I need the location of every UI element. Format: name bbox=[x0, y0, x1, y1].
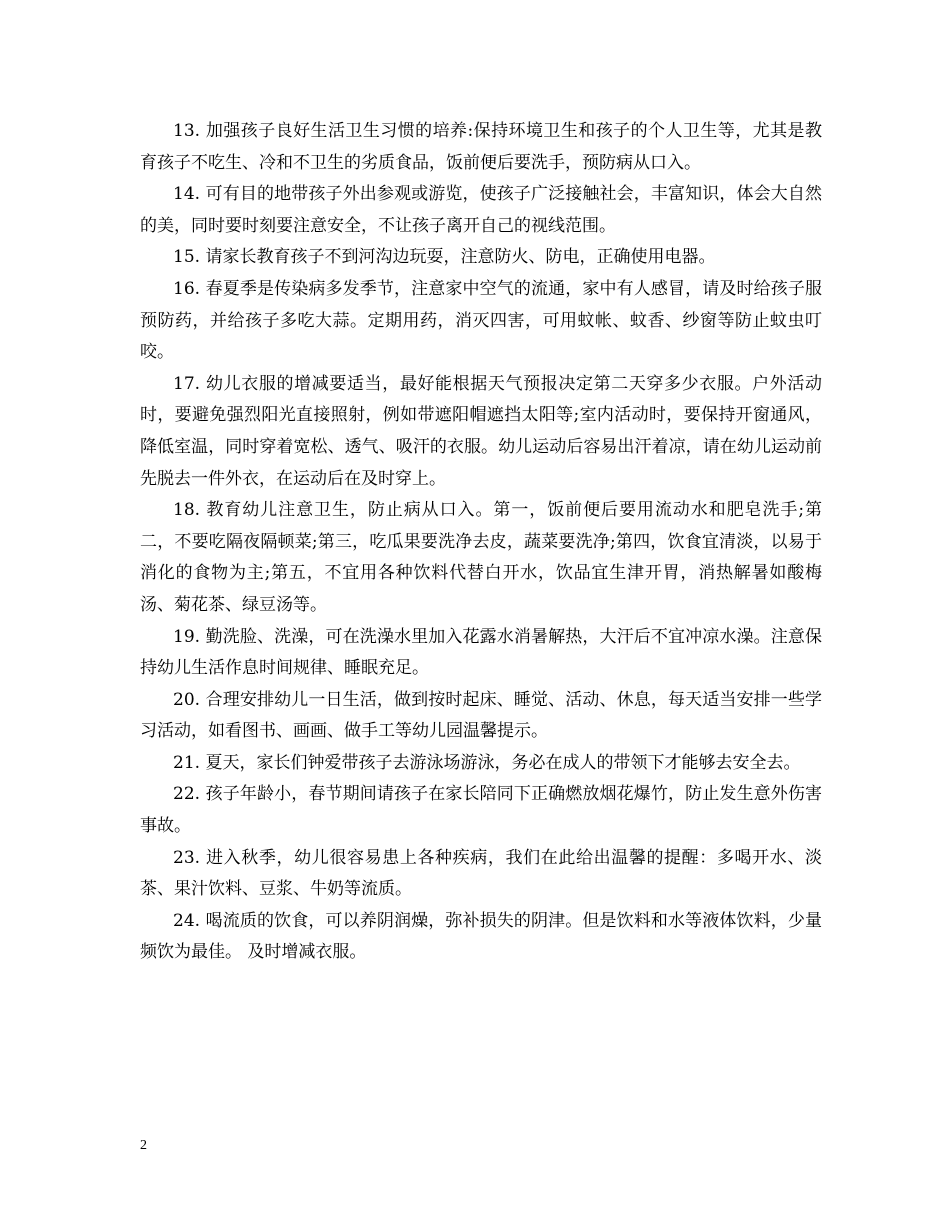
page-number: 2 bbox=[140, 1138, 147, 1153]
paragraph-13: 13. 加强孩子良好生活卫生习惯的培养:保持环境卫生和孩子的个人卫生等，尤其是教育孩子不吃生、冷和不卫生的劣质食品，饭前便后要洗手，预防病从口入。 bbox=[140, 121, 822, 173]
paragraph-23: 23. 进入秋季，幼儿很容易患上各种疾病，我们在此给出温馨的提醒：多喝开水、淡茶、果汁饮料、豆浆、牛奶等流质。 bbox=[140, 847, 822, 900]
paragraph-24: 24. 喝流质的饮食，可以养阴润燥，弥补损失的阴津。但是饮料和水等液体饮料，少量频饮为最佳。 及时增减衣服。 bbox=[140, 910, 822, 963]
paragraph-20: 20. 合理安排幼儿一日生活，做到按时起床、睡觉、活动、休息，每天适当安排一些学习活动，如看图书、画画、做手工等幼儿园温馨提示。 bbox=[140, 689, 822, 742]
paragraph-19: 19. 勤洗脸、洗澡，可在洗澡水里加入花露水消暑解热，大汗后不宜冲凉水澡。注意保持幼儿生活作息时间规律、睡眠充足。 bbox=[140, 626, 822, 679]
paragraph-21: 21. 夏天，家长们钟爱带孩子去游泳场游泳，务必在成人的带领下才能够去安全去。 bbox=[173, 752, 801, 773]
paragraph-18: 18. 教育幼儿注意卫生，防止病从口入。第一，饭前便后要用流动水和肥皂洗手;第二，不要吃隔夜隔顿菜;第三，吃瓜果要洗净去皮，蔬菜要洗净;第四，饮食宜清淡，以易于消化的食物为主;第五，不宜用各种饮料代替白开水，饮品宜生津开胃，消热解暑如酸梅汤、菊花茶、绿豆汤等。 bbox=[140, 500, 822, 615]
paragraph-17: 17. 幼儿衣服的增减要适当，最好能根据天气预报决定第二天穿多少衣服。户外活动时，要避免强烈阳光直接照射，例如带遮阳帽遮挡太阳等;室内活动时，要保持开窗通风，降低室温，同时穿着宽松、透气、吸汗的衣服。幼儿运动后容易出汗着凉，请在幼儿运动前先脱去一件外衣，在运动后在及时穿上。 bbox=[140, 373, 822, 489]
document-body bbox=[140, 116, 822, 969]
paragraph-14: 14. 可有目的地带孩子外出参观或游览，使孩子广泛接触社会，丰富知识，体会大自然的美，同时要时刻要注意安全，不让孩子离开自己的视线范围。 bbox=[140, 184, 822, 236]
paragraph-22: 22. 孩子年龄小，春节期间请孩子在家长陪同下正确燃放烟花爆竹，防止发生意外伤害事故。 bbox=[140, 784, 822, 837]
paragraph-15: 15. 请家长教育孩子不到河沟边玩耍，注意防火、防电，正确使用电器。 bbox=[173, 247, 716, 268]
paragraph-16: 16. 春夏季是传染病多发季节，注意家中空气的流通，家中有人感冒，请及时给孩子服预防药，并给孩子多吃大蒜。定期用药，消灭四害，可用蚊帐、蚊香、纱窗等防止蚊虫叮咬。 bbox=[140, 278, 822, 363]
